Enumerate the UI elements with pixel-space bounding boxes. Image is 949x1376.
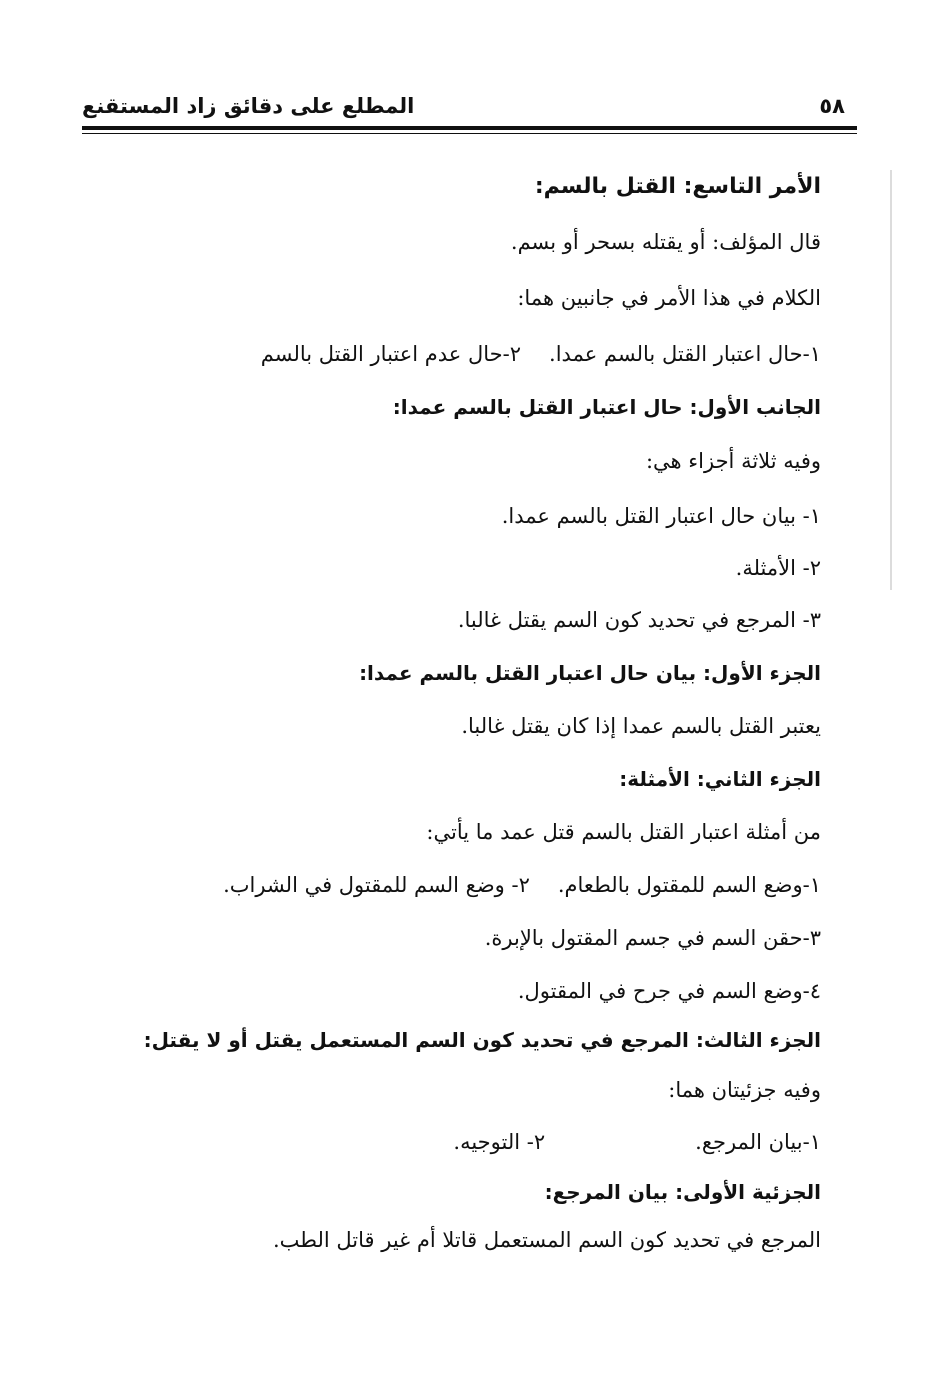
- intro-text: الكلام في هذا الأمر في جانبين هما:: [517, 286, 821, 310]
- subpart1-heading: الجزئية الأولى: بيان المرجع:: [544, 1180, 821, 1204]
- examples-row-1: [223, 870, 821, 900]
- subpart-1: ١-بيان المرجع.: [695, 1130, 821, 1154]
- page-number: ٥٨: [819, 94, 845, 118]
- example-3: ٣-حقن السم في جسم المقتول بالإبرة.: [484, 926, 821, 950]
- subpart-2: ٢- التوجيه.: [453, 1130, 546, 1154]
- part1-text: يعتبر القتل بالسم عمدا إذا كان يقتل غالبا.: [461, 714, 821, 738]
- example-4: ٤-وضع السم في جرح في المقتول.: [517, 979, 821, 1003]
- book-title: المطلع على دقائق زاد المستقنع: [82, 94, 415, 118]
- part1-heading: الجزء الأول: بيان حال اعتبار القتل بالسم عمدا:: [359, 661, 821, 685]
- example-2: ٢- وضع السم للمقتول في الشراب.: [223, 873, 530, 897]
- author-quote: قال المؤلف: أو يقتله بسحر أو بسم.: [510, 230, 821, 254]
- subparts-row: [453, 1127, 821, 1157]
- header-rule-thin: [82, 133, 857, 134]
- part-list-item-2: ٢- الأمثلة.: [735, 556, 821, 580]
- part2-intro: من أمثلة اعتبار القتل بالسم قتل عمد ما يأتي:: [426, 820, 821, 844]
- header-rule-thick: [82, 126, 857, 130]
- example-1: ١-وضع السم للمقتول بالطعام.: [557, 873, 821, 897]
- running-header: [82, 88, 857, 124]
- side-item-2: ٢-حال عدم اعتبار القتل بالسم: [260, 342, 522, 366]
- side-item-1: ١-حال اعتبار القتل بالسم عمدا.: [549, 342, 821, 366]
- sides-list: [261, 339, 821, 369]
- side1-intro: وفيه ثلاثة أجزاء هي:: [645, 449, 821, 473]
- part-list-item-3: ٣- المرجع في تحديد كون السم يقتل غالبا.: [457, 608, 821, 632]
- side1-heading: الجانب الأول: حال اعتبار القتل بالسم عمدا:: [392, 395, 821, 419]
- margin-scan-shadow: [890, 170, 892, 590]
- section-title: الأمر التاسع: القتل بالسم:: [534, 174, 821, 199]
- part-list-item-1: ١- بيان حال اعتبار القتل بالسم عمدا.: [501, 504, 821, 528]
- part2-heading: الجزء الثاني: الأمثلة:: [619, 767, 821, 791]
- part3-heading: الجزء الثالث: المرجع في تحديد كون السم المستعمل يقتل أو لا يقتل:: [143, 1028, 821, 1052]
- subpart1-text: المرجع في تحديد كون السم المستعمل قاتلا أم غير قاتل الطب.: [272, 1228, 821, 1252]
- part3-intro: وفيه جزئيتان هما:: [668, 1078, 821, 1102]
